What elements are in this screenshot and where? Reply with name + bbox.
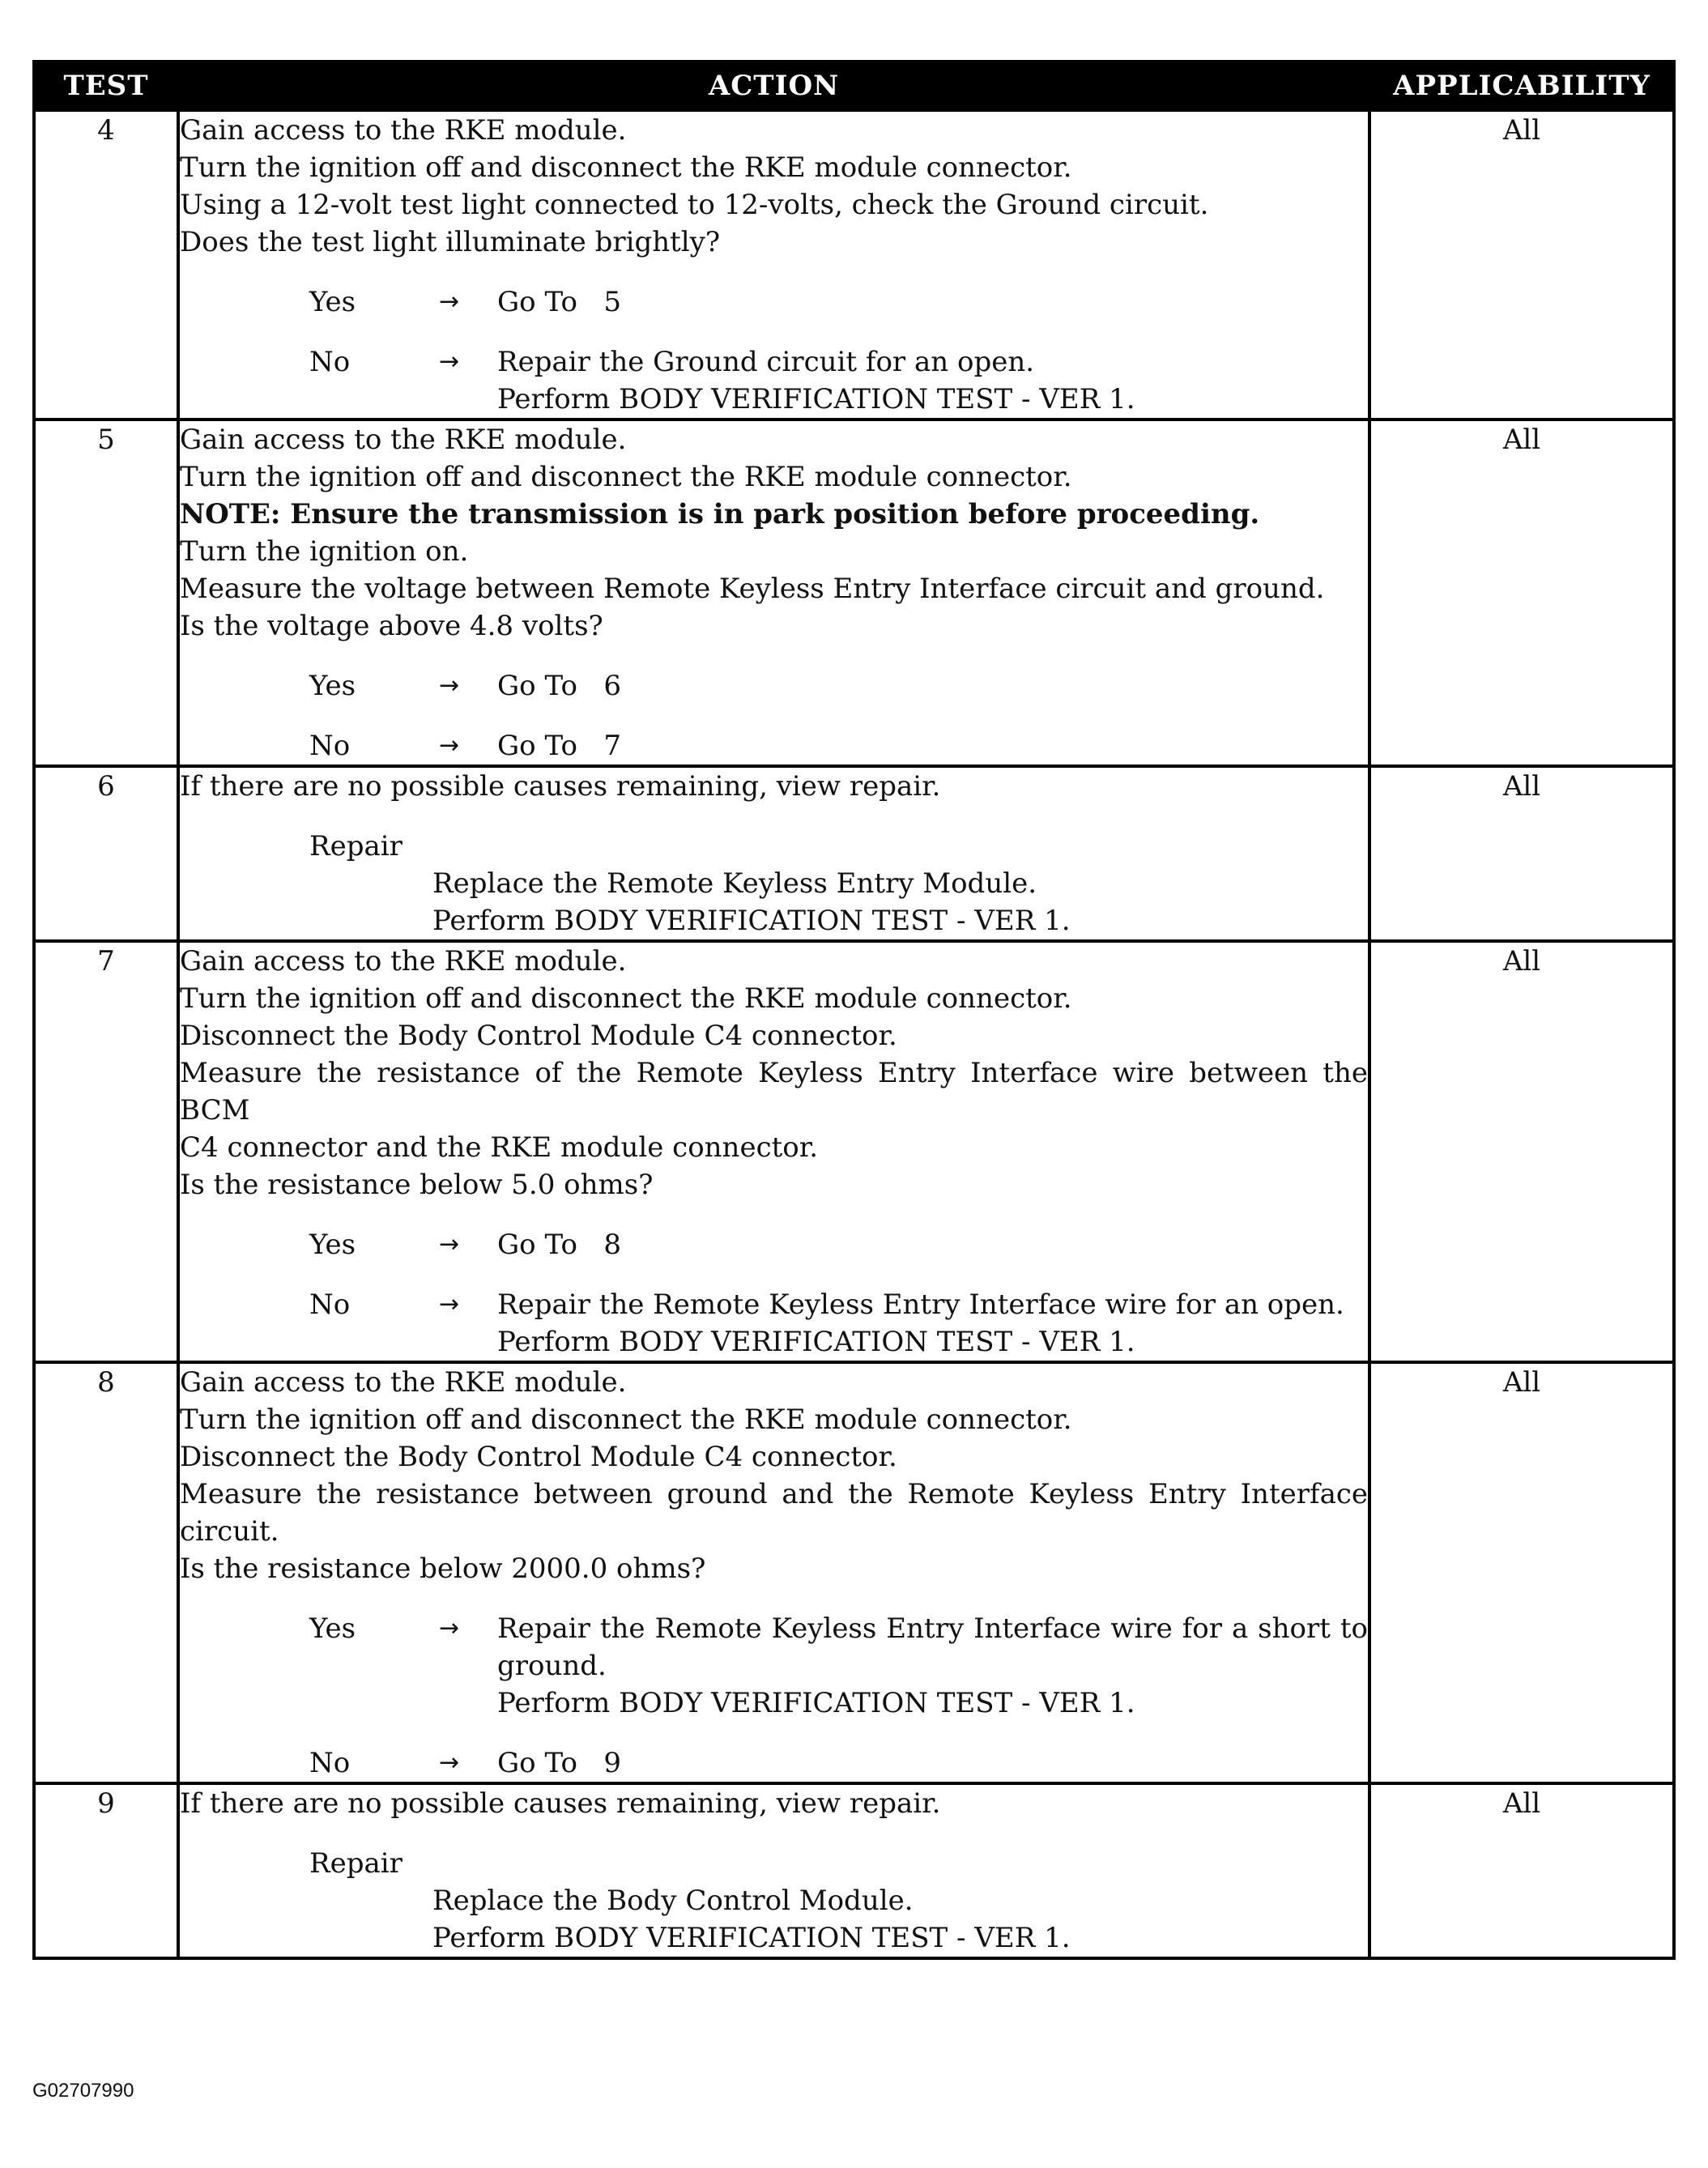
table-row bbox=[34, 941, 1674, 1362]
repair-text: Perform BODY VERIFICATION TEST - VER 1. bbox=[432, 1922, 1071, 1954]
yes-branch bbox=[309, 667, 1368, 705]
right-arrow-icon: → bbox=[439, 671, 460, 700]
yes-label: Yes bbox=[309, 1229, 356, 1261]
question-text: Does the test light illuminate brightly? bbox=[180, 226, 721, 258]
yes-label: Yes bbox=[309, 286, 356, 318]
action-cell bbox=[178, 766, 1369, 941]
no-label: No bbox=[309, 1747, 351, 1779]
right-arrow-icon: → bbox=[439, 1230, 460, 1259]
step-text: Gain access to the RKE module. bbox=[180, 114, 627, 147]
applicability-value: All bbox=[1369, 420, 1674, 766]
step-text: Measure the resistance between ground and the Remote Keyless Entry Interface bbox=[180, 1478, 1368, 1510]
no-branch bbox=[309, 1744, 1368, 1782]
column-header-applicability: APPLICABILITY bbox=[1369, 62, 1674, 110]
action-cell bbox=[178, 1362, 1369, 1783]
branch-text bbox=[497, 1610, 1368, 1722]
branch-text: Go To 6 bbox=[497, 670, 621, 702]
note-text: NOTE: Ensure the transmission is in park position before proceeding. bbox=[180, 498, 1260, 530]
no-label: No bbox=[309, 730, 351, 762]
question-text: Is the resistance below 2000.0 ohms? bbox=[180, 1553, 706, 1585]
test-number: 5 bbox=[34, 420, 178, 766]
question-text: Is the voltage above 4.8 volts? bbox=[180, 610, 603, 642]
step-text: Disconnect the Body Control Module C4 connector. bbox=[180, 1020, 897, 1052]
test-number: 4 bbox=[34, 110, 178, 420]
right-arrow-icon: → bbox=[439, 1290, 460, 1318]
test-number: 7 bbox=[34, 941, 178, 1362]
action-cell bbox=[178, 1783, 1369, 1958]
test-number: 6 bbox=[34, 766, 178, 941]
step-text: Turn the ignition off and disconnect the RKE module connector. bbox=[180, 461, 1072, 493]
branch-text-line: Perform BODY VERIFICATION TEST - VER 1. bbox=[497, 1326, 1135, 1358]
branch-text-line: Repair the Ground circuit for an open. bbox=[497, 346, 1035, 378]
step-text: Turn the ignition on. bbox=[180, 535, 469, 568]
no-branch bbox=[309, 727, 1368, 765]
right-arrow-icon: → bbox=[439, 347, 460, 376]
figure-id: G02707990 bbox=[32, 2080, 134, 2102]
action-cell bbox=[178, 110, 1369, 420]
step-text: Disconnect the Body Control Module C4 connector. bbox=[180, 1441, 897, 1473]
right-arrow-icon: → bbox=[439, 731, 460, 760]
branch-text: Go To 5 bbox=[497, 286, 621, 318]
right-arrow-icon: → bbox=[439, 1614, 460, 1642]
diagnostic-test-sheet bbox=[32, 60, 1672, 1960]
step-text: If there are no possible causes remaining, view repair. bbox=[180, 1787, 941, 1820]
test-number: 8 bbox=[34, 1362, 178, 1783]
branch-text-line: Repair the Remote Keyless Entry Interface wire for an open. bbox=[497, 1288, 1344, 1321]
step-text: Measure the resistance of the Remote Keyless Entry Interface wire between the BCM bbox=[180, 1057, 1368, 1127]
applicability-value: All bbox=[1369, 766, 1674, 941]
step-text: Turn the ignition off and disconnect the RKE module connector. bbox=[180, 982, 1072, 1015]
step-text: Gain access to the RKE module. bbox=[180, 945, 627, 978]
branch-text bbox=[497, 1286, 1368, 1361]
step-text: circuit. bbox=[180, 1515, 279, 1548]
branch-text bbox=[497, 343, 1368, 418]
repair-label: Repair bbox=[309, 1847, 403, 1880]
column-header-action: ACTION bbox=[178, 62, 1369, 110]
step-text: Turn the ignition off and disconnect the RKE module connector. bbox=[180, 151, 1072, 184]
applicability-value: All bbox=[1369, 110, 1674, 420]
repair-text: Perform BODY VERIFICATION TEST - VER 1. bbox=[432, 905, 1071, 937]
repair-label: Repair bbox=[309, 830, 403, 863]
action-cell bbox=[178, 420, 1369, 766]
yes-label: Yes bbox=[309, 1612, 356, 1645]
repair-text: Replace the Remote Keyless Entry Module. bbox=[432, 867, 1037, 900]
no-label: No bbox=[309, 346, 351, 378]
applicability-value: All bbox=[1369, 1362, 1674, 1783]
table-row bbox=[34, 766, 1674, 941]
step-text: Gain access to the RKE module. bbox=[180, 1366, 627, 1399]
branch-text: Go To 9 bbox=[497, 1747, 621, 1779]
diagnostic-table bbox=[32, 60, 1676, 1960]
table-header-row bbox=[34, 62, 1674, 110]
applicability-value: All bbox=[1369, 1783, 1674, 1958]
step-text: Gain access to the RKE module. bbox=[180, 424, 627, 456]
step-text: Measure the voltage between Remote Keyless Entry Interface circuit and ground. bbox=[180, 573, 1325, 605]
yes-label: Yes bbox=[309, 670, 356, 702]
right-arrow-icon: → bbox=[439, 1748, 460, 1777]
no-branch bbox=[309, 343, 1368, 418]
action-cell bbox=[178, 941, 1369, 1362]
table-row bbox=[34, 1783, 1674, 1958]
branch-text: Go To 7 bbox=[497, 730, 621, 762]
yes-branch bbox=[309, 1610, 1368, 1722]
yes-branch bbox=[309, 283, 1368, 321]
table-row bbox=[34, 420, 1674, 766]
step-text: Turn the ignition off and disconnect the RKE module connector. bbox=[180, 1403, 1072, 1436]
no-branch bbox=[309, 1286, 1368, 1361]
question-text: Is the resistance below 5.0 ohms? bbox=[180, 1169, 654, 1201]
table-row bbox=[34, 110, 1674, 420]
yes-branch bbox=[309, 1226, 1368, 1263]
applicability-value: All bbox=[1369, 941, 1674, 1362]
branch-text-line: Perform BODY VERIFICATION TEST - VER 1. bbox=[497, 1687, 1135, 1719]
no-label: No bbox=[309, 1288, 351, 1321]
table-row bbox=[34, 1362, 1674, 1783]
branch-text: Go To 8 bbox=[497, 1229, 621, 1261]
test-number: 9 bbox=[34, 1783, 178, 1958]
repair-text: Replace the Body Control Module. bbox=[432, 1885, 914, 1917]
column-header-test: TEST bbox=[34, 62, 178, 110]
branch-text-line: Perform BODY VERIFICATION TEST - VER 1. bbox=[497, 383, 1135, 415]
step-text: If there are no possible causes remaining, view repair. bbox=[180, 770, 941, 803]
right-arrow-icon: → bbox=[439, 288, 460, 316]
step-text: C4 connector and the RKE module connector. bbox=[180, 1131, 819, 1164]
branch-text-line: Repair the Remote Keyless Entry Interface wire for a short to bbox=[497, 1612, 1368, 1645]
branch-text-line: ground. bbox=[497, 1650, 607, 1682]
step-text: Using a 12-volt test light connected to 12-volts, check the Ground circuit. bbox=[180, 189, 1209, 221]
